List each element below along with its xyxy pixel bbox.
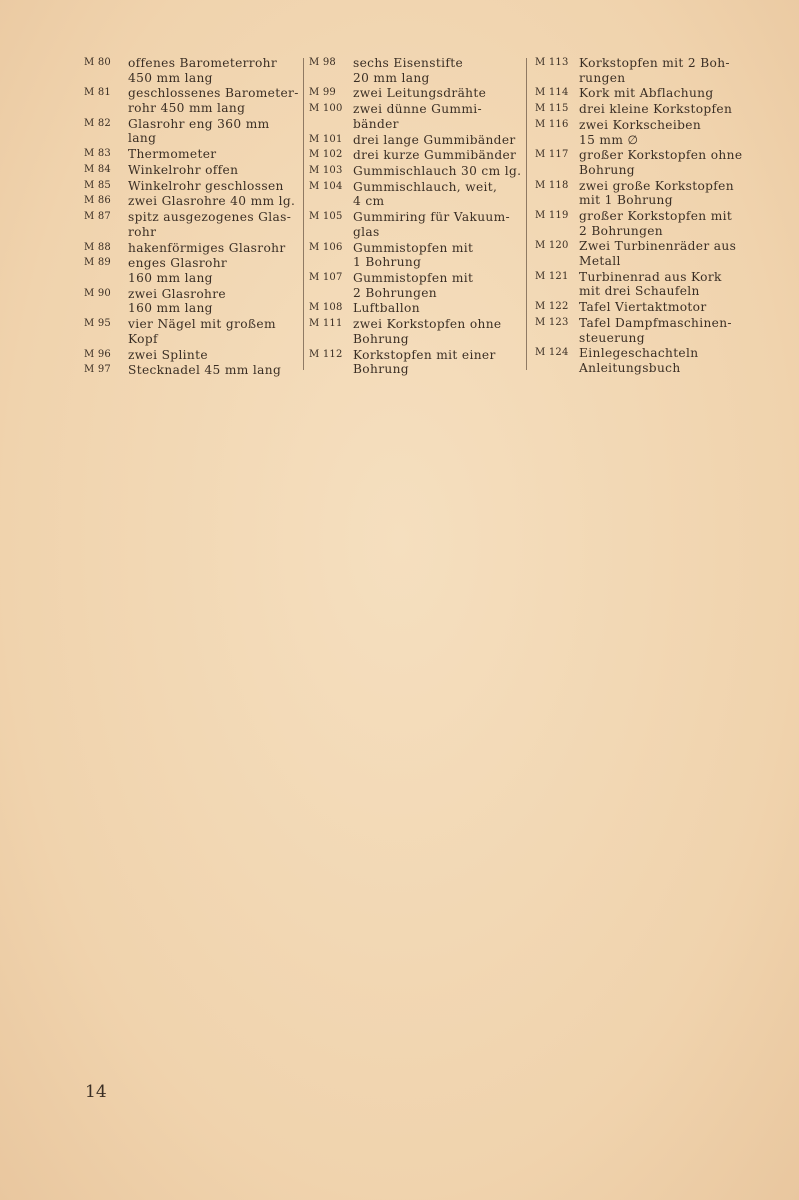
part-code: M 81 [84,87,111,99]
part-description: enges Glasrohr 160 mm lang [128,256,228,285]
part-description: drei kurze Gummibänder [353,148,517,163]
list-item [309,56,523,85]
part-code: M 97 [84,364,111,376]
part-description: Turbinenrad aus Kork mit drei Schaufeln [579,269,722,299]
part-code: M 82 [84,117,111,129]
list-item [535,270,749,299]
parts-list-column-3 [535,56,749,377]
part-description: hakenförmiges Glasrohr [128,240,286,255]
parts-list-column-1 [84,56,300,379]
list-item [535,102,749,117]
list-item [309,148,523,163]
list-item [84,256,300,285]
list-item [309,180,523,209]
part-description: Gummiring für Vakuum- glas [353,210,510,239]
part-code: M 85 [84,179,111,191]
part-description: Thermometer [128,147,217,162]
part-code: M 121 [535,270,569,282]
column-divider [526,58,527,370]
list-item [84,287,300,316]
list-item [535,86,749,101]
column-divider [303,58,304,370]
part-description: Glasrohr eng 360 mm lang [128,116,270,146]
list-item [84,86,300,115]
list-item [309,241,523,270]
part-description: geschlossenes Barometer- rohr 450 mm lang [128,86,299,115]
part-description: Gummischlauch, weit, 4 cm [353,179,498,209]
part-description: Luftballon [353,301,420,316]
part-description: Korkstopfen mit 2 Boh- rungen [579,56,730,85]
part-description: großer Korkstopfen mit 2 Bohrungen [579,209,733,238]
part-code: M 114 [535,87,569,99]
part-code: M 111 [309,318,343,330]
part-code: M 84 [84,163,111,175]
part-code: M 122 [535,301,569,313]
parts-list-column-2 [309,56,523,378]
part-description: zwei Korkstopfen ohne Bohrung [353,317,502,346]
list-item [535,118,749,147]
part-code: M 124 [535,347,569,359]
part-description: Winkelrohr geschlossen [128,178,284,193]
page-number: 14 [85,1082,107,1102]
part-description: spitz ausgezogenes Glas- rohr [128,210,292,239]
part-code: M 107 [309,272,343,283]
part-description: Gummistopfen mit 2 Bohrungen [353,271,474,300]
part-code: M 117 [535,149,569,161]
part-code: M 108 [309,302,343,314]
part-description: Kork mit Abflachung [579,86,714,101]
list-item [535,209,749,238]
part-description: Korkstopfen mit einer Bohrung [353,347,496,377]
list-item [84,363,300,378]
list-item [84,56,300,85]
list-item [309,317,523,346]
part-description: zwei Splinte [128,347,208,362]
part-code: M 88 [84,241,111,253]
part-code: M 112 [309,348,343,360]
part-description: zwei Glasrohre 160 mm lang [128,286,226,316]
part-code: M 106 [309,241,343,253]
list-item [309,86,523,101]
list-item [84,317,300,346]
list-item [535,346,749,375]
part-description: Zwei Turbinenräder aus Metall [579,239,737,269]
list-item [309,271,523,300]
list-item [309,102,523,131]
list-item [535,56,749,85]
part-code: M 96 [84,348,111,360]
list-item [309,301,523,316]
part-code: M 118 [535,179,569,191]
part-description: Winkelrohr offen [128,162,239,177]
part-code: M 95 [84,318,111,330]
part-code: M 86 [84,195,111,207]
part-code: M 101 [309,133,343,145]
part-description: großer Korkstopfen ohne Bohrung [579,148,743,177]
list-item [84,147,300,162]
part-description: zwei dünne Gummi- bänder [353,102,482,131]
part-description: Gummischlauch 30 cm lg. [353,164,522,179]
part-description: Tafel Viertaktmotor [579,300,707,315]
part-description: zwei Glasrohre 40 mm lg. [128,194,296,209]
part-code: M 103 [309,165,343,177]
part-description: drei kleine Korkstopfen [579,102,733,117]
list-item [84,241,300,256]
list-item [535,239,749,268]
part-description: Tafel Dampfmaschinen- steuerung [579,315,732,345]
part-code: M 123 [535,316,569,328]
part-code: M 98 [309,57,336,68]
part-code: M 116 [535,118,569,130]
part-code: M 104 [309,180,343,192]
list-item [535,316,749,345]
list-item [84,117,300,146]
part-code: M 102 [309,149,343,161]
list-item [84,179,300,194]
part-code: M 89 [84,257,111,269]
list-item [309,348,523,377]
list-item [535,179,749,208]
part-code: M 115 [535,103,569,115]
part-description: Gummistopfen mit 1 Bohrung [353,240,474,270]
part-code: M 99 [309,87,336,99]
part-description: sechs Eisenstifte 20 mm lang [353,56,464,85]
part-description: zwei Leitungsdrähte [353,86,487,101]
list-item [535,148,749,177]
part-description: vier Nägel mit großem Kopf [128,317,276,346]
part-code: M 119 [535,210,569,222]
part-code: M 120 [535,240,569,252]
part-code: M 113 [535,57,569,68]
part-code: M 80 [84,57,111,68]
part-description: zwei Korkscheiben 15 mm ∅ [579,117,702,147]
part-code: M 83 [84,148,111,160]
list-item [84,210,300,239]
part-code: M 105 [309,211,343,223]
part-description: Einlegeschachteln Anleitungsbuch [579,346,699,375]
list-item [84,163,300,178]
part-code: M 100 [309,103,343,115]
part-description: drei lange Gummibänder [353,132,516,147]
part-code: M 87 [84,211,111,223]
list-item [535,300,749,315]
list-item [309,164,523,179]
part-code: M 90 [84,287,111,299]
part-description: offenes Barometerrohr 450 mm lang [128,56,278,85]
part-description: zwei große Korkstopfen mit 1 Bohrung [579,178,734,208]
list-item [84,194,300,209]
list-item [84,348,300,363]
list-item [309,210,523,239]
list-item [309,133,523,148]
part-description: Stecknadel 45 mm lang [128,363,282,378]
